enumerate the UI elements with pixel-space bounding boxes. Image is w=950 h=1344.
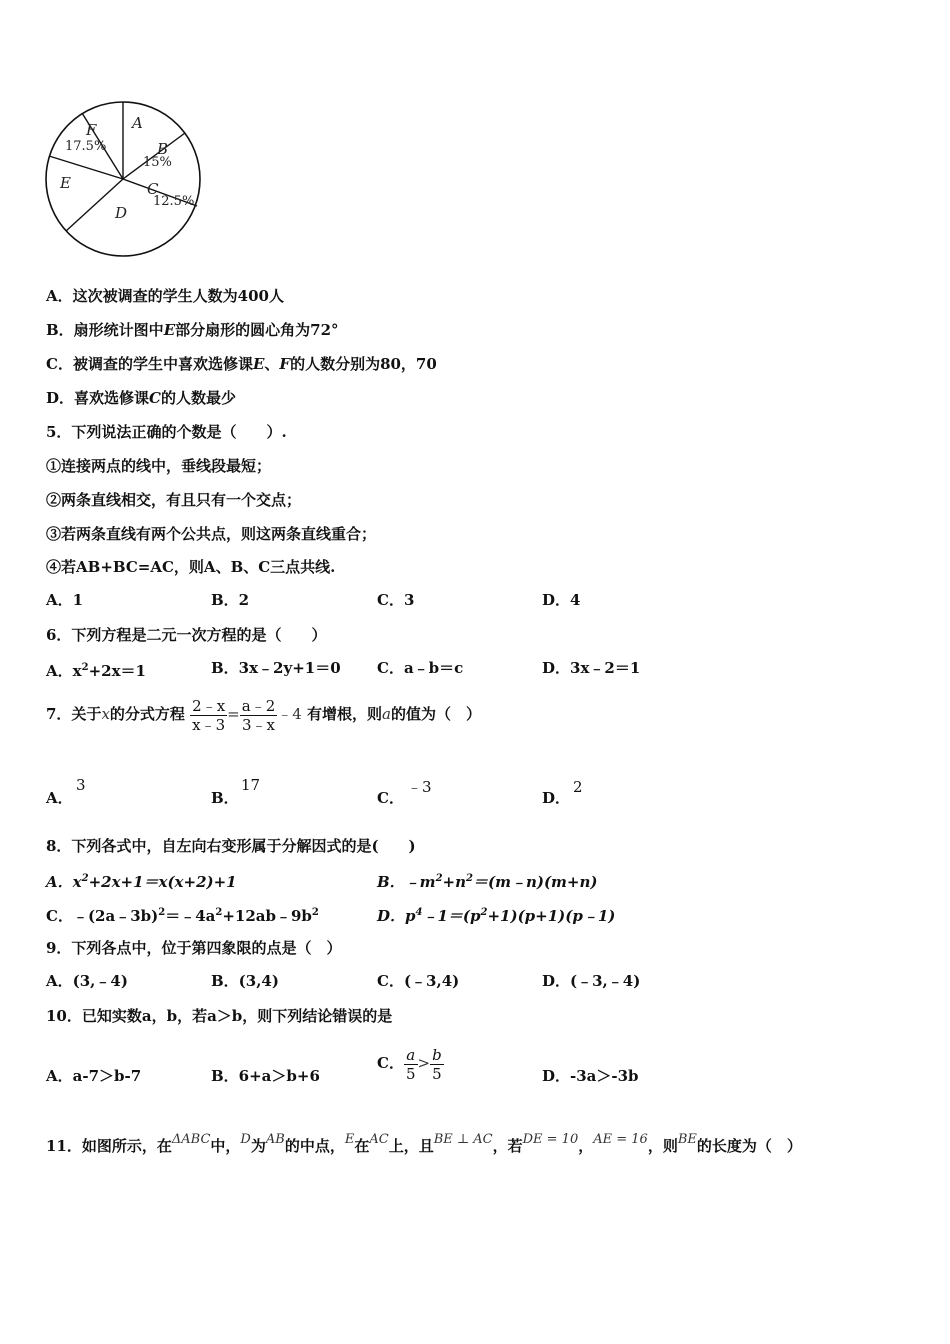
pie-label-b: B: [157, 140, 169, 158]
q6-option-c: C．a﹣b＝c: [377, 659, 464, 677]
q5-statement-1: ①连接两点的线中，垂线段最短；: [46, 457, 272, 475]
q7-option-b-value: 17: [241, 776, 261, 794]
q9-stem: 9．下列各点中，位于第四象限的点是（ ）: [46, 939, 342, 957]
q7-fraction-1: $\frac{2﹣x}{x﹣3}$: [192, 696, 226, 734]
q7-fraction-2: $\frac{a﹣2}{3﹣x}$: [241, 696, 276, 734]
q9-option-c: C．(﹣3,4): [377, 972, 460, 990]
q6-stem: 6．下列方程是二元一次方程的是（ ）: [46, 626, 327, 644]
q8-option-d: D．$p^4﹣1=(p^2+1)(p+1)(p﹣1)$: [377, 907, 616, 925]
q5-option-c: C．3: [377, 591, 415, 609]
q7-option-a-value: 3: [76, 776, 86, 794]
q4-option-c: C．被调查的学生中喜欢选修课E、F的人数分别为80，70: [46, 355, 437, 373]
q7-option-b: B．: [211, 789, 239, 807]
q7-option-c-value: ﹣3: [407, 778, 432, 796]
q7-option-c: C．: [377, 789, 404, 807]
q10-option-b: B．6+a＞b+6: [211, 1067, 320, 1085]
q11-stem: 11．如图所示，在ΔABC中，D为AB的中点，E在AC上，且BE ⊥ AC，若DE = 10，AE = 16，则BE的长度为（ ）: [46, 1132, 802, 1155]
q5-option-b: B．2: [211, 591, 250, 609]
q5-statement-4: ④若AB+BC=AC，则A、B、C三点共线.: [46, 558, 336, 576]
pie-label-e: E: [60, 174, 71, 192]
q10-option-c: C． $\frac{a}{5}$ > $\frac{b}{5}$: [377, 1045, 442, 1083]
pie-pct-b: 15%: [143, 155, 172, 170]
q6-option-a: A．$x^2+2x=1$: [46, 662, 146, 680]
q4-option-d: D．喜欢选修课C的人数最少: [46, 389, 236, 407]
q7-option-d-value: 2: [573, 778, 583, 796]
q10-fraction-b: $\frac{b}{5}$: [432, 1045, 442, 1083]
q7-option-a: A．: [46, 789, 73, 807]
q5-statement-2: ②两条直线相交，有且只有一个交点；: [46, 491, 302, 509]
q8-option-c: C．$﹣(2a﹣3b)^2=﹣4a^2+12ab﹣9b^2$: [46, 907, 319, 925]
pie-pct-c: 12.5%: [153, 194, 195, 209]
q9-option-d: D．(﹣3,﹣4): [542, 972, 641, 990]
pie-pct-f: 17.5%: [65, 139, 107, 154]
pie-label-d: D: [115, 204, 128, 222]
pie-label-c: C: [147, 180, 159, 198]
q10-fraction-a: $\frac{a}{5}$: [405, 1045, 416, 1083]
q5-option-d: D．4: [542, 591, 581, 609]
q5-stem: 5．下列说法正确的个数是（ ）.: [46, 423, 287, 441]
q7-stem: 7．关于x的分式方程 $\frac{2﹣x}{x﹣3}$ = $\frac{a﹣2}{3﹣x}$ ﹣4 有增根，则a的值为（ ）: [46, 696, 482, 734]
q4-option-b: B．扇形统计图中E部分扇形的圆心角为72°: [46, 321, 339, 339]
q10-option-a: A．a-7＞b-7: [46, 1067, 142, 1085]
q8-option-b: B．$﹣m^2+n^2=(m﹣n)(m+n)$: [377, 873, 598, 891]
q5-option-a: A．1: [46, 591, 84, 609]
q10-stem: 10．已知实数a，b，若a＞b，则下列结论错误的是: [46, 1007, 393, 1025]
q6-option-d: D．3x﹣2＝1: [542, 659, 641, 677]
pie-chart-figure: [40, 96, 210, 266]
q9-option-b: B．(3,4): [211, 972, 279, 990]
pie-label-f: F: [86, 121, 97, 139]
q10-option-d: D．-3a＞-3b: [542, 1067, 639, 1085]
pie-label-a: A: [132, 114, 143, 132]
q8-option-a: A．$x^2+2x+1=x(x+2)+1$: [46, 873, 237, 891]
q6-option-b: B．3x﹣2y+1＝0: [211, 659, 341, 677]
q4-option-a: A．这次被调查的学生人数为400人: [46, 287, 284, 305]
q5-statement-3: ③若两条直线有两个公共点，则这两条直线重合；: [46, 525, 377, 543]
q9-option-a: A．(3,﹣4): [46, 972, 128, 990]
q7-option-d: D．: [542, 789, 571, 807]
q8-stem: 8．下列各式中，自左向右变形属于分解因式的是( ): [46, 837, 416, 855]
